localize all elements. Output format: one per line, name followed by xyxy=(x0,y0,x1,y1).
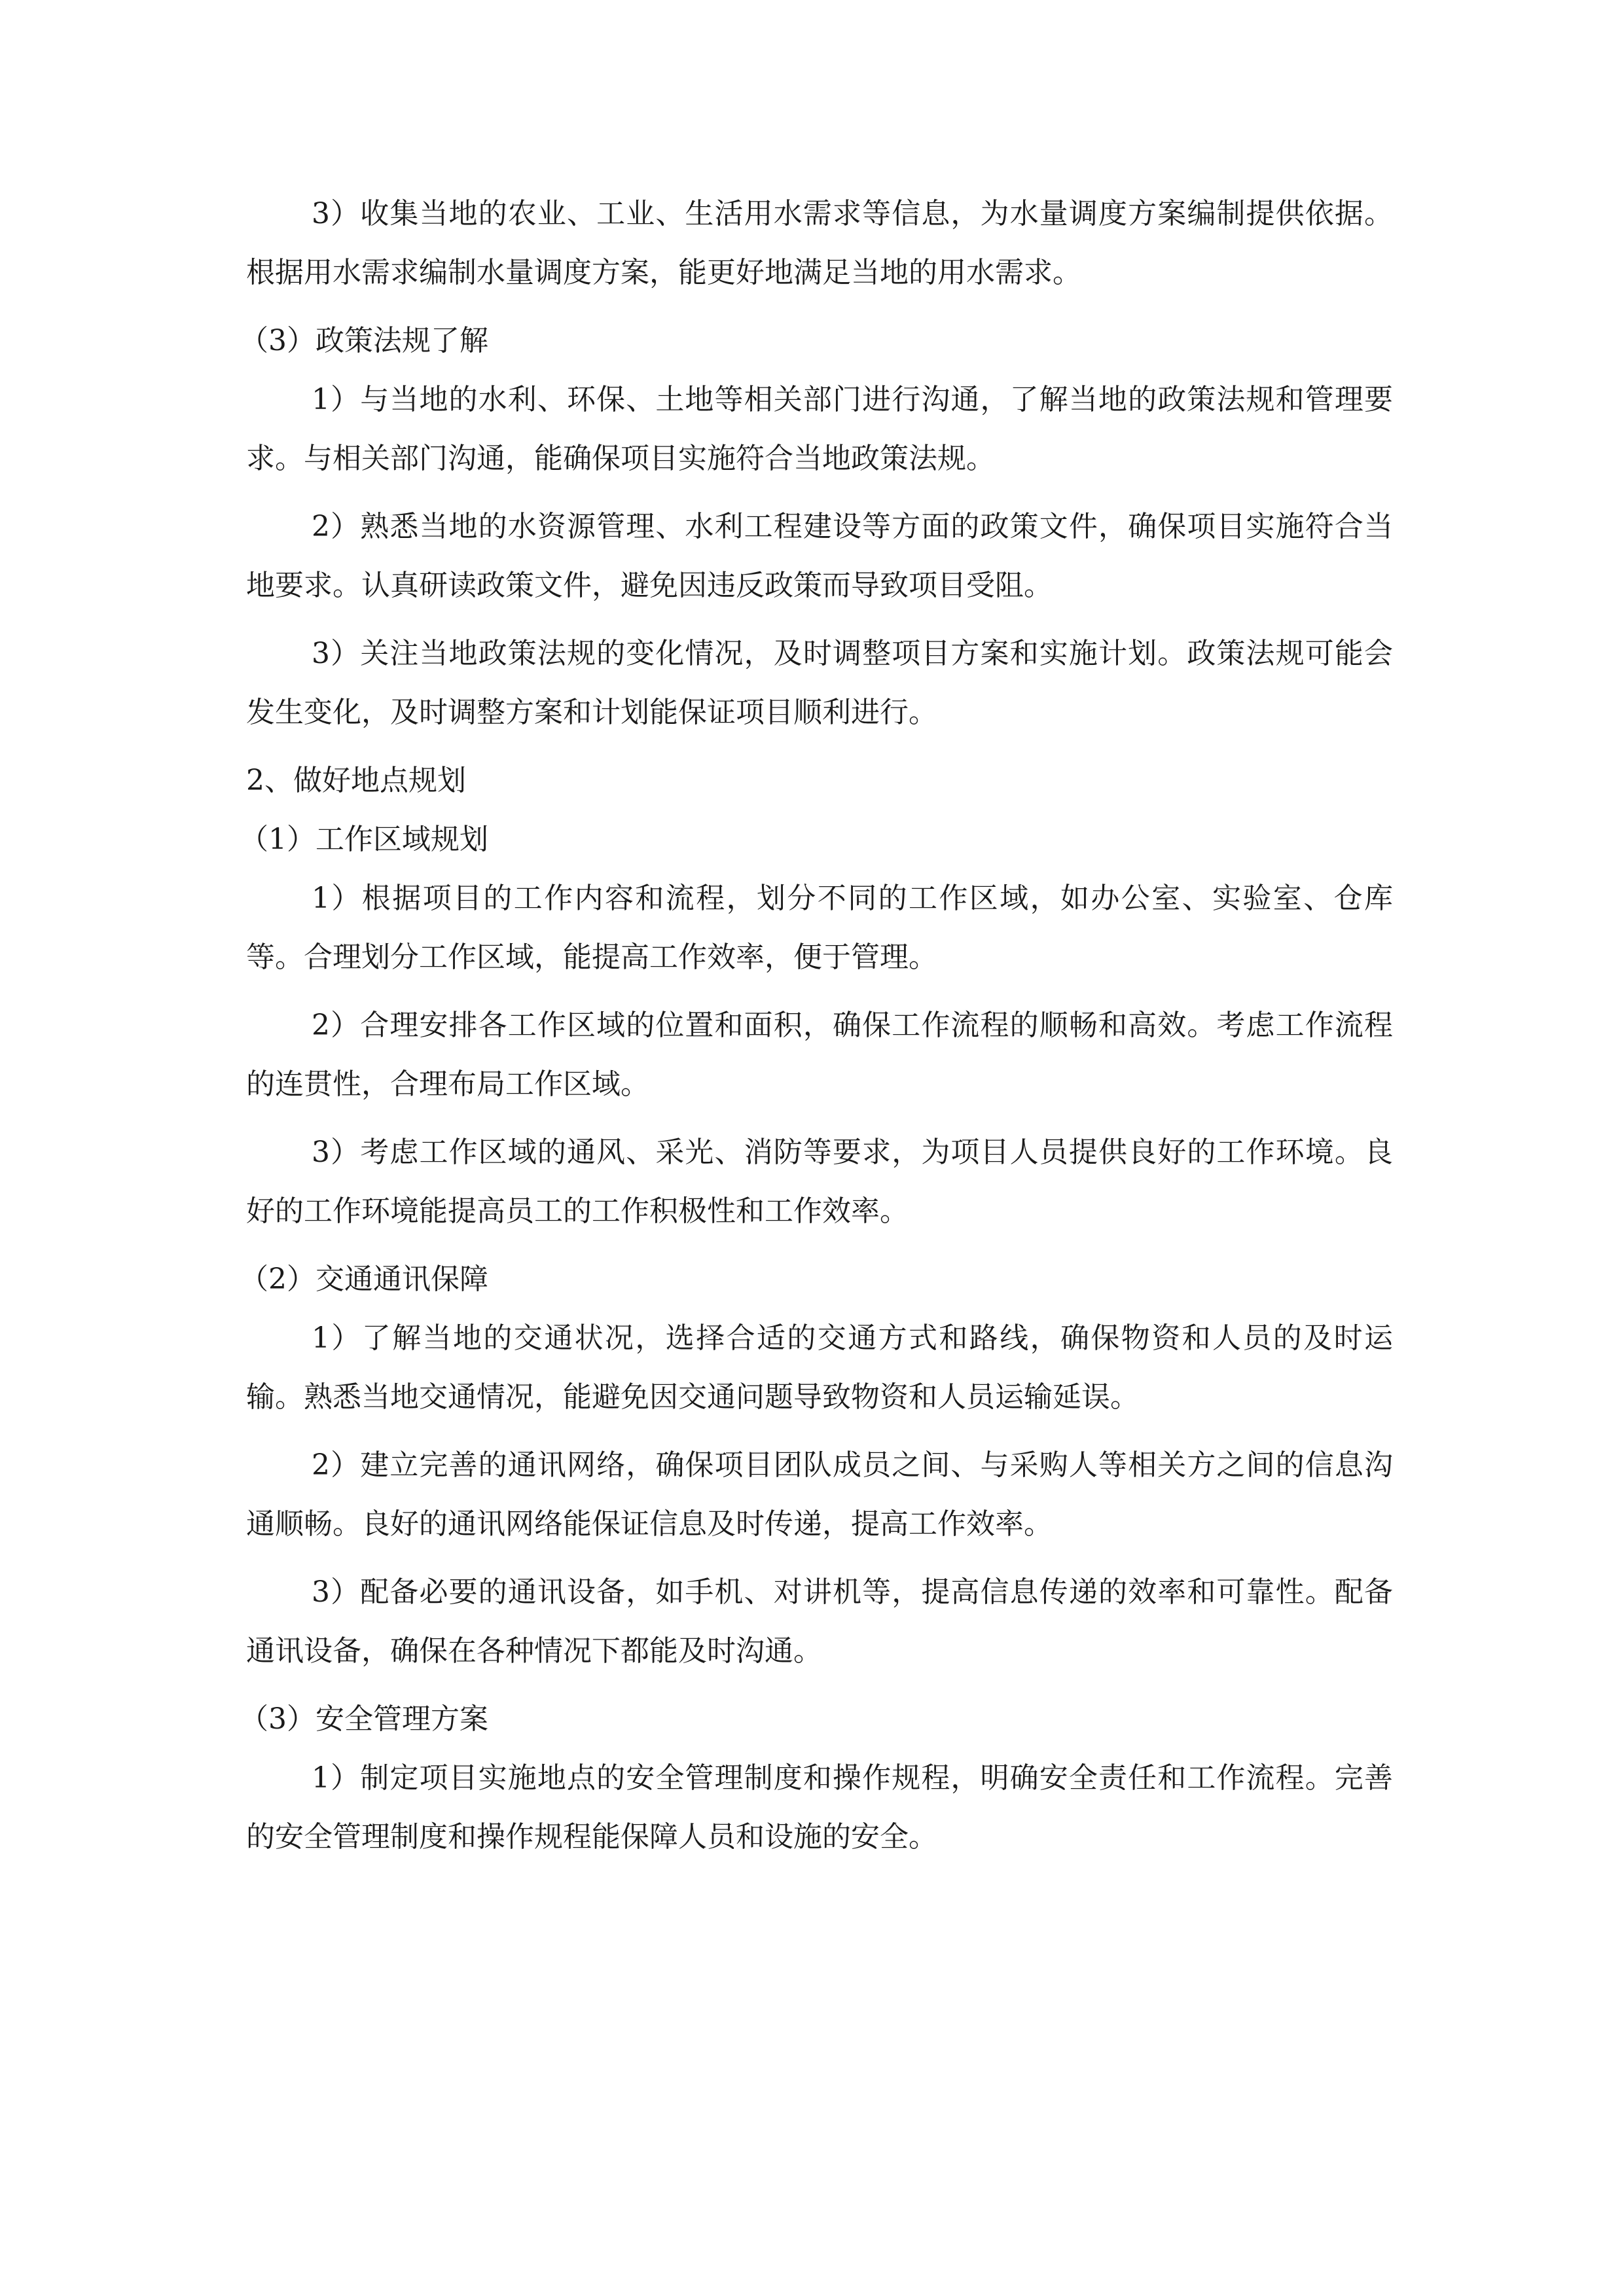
document-body xyxy=(240,185,1393,1876)
paragraph-safety-1: 1）制定项目实施地点的安全管理制度和操作规程，明确安全责任和工作流程。完善的安全管理制度和操作规程能保障人员和设施的安全。 xyxy=(246,1761,1393,1854)
paragraph-transport-1: 1）了解当地的交通状况，选择合适的交通方式和路线，确保物资和人员的及时运输。熟悉当地交通情况，能避免因交通问题导致物资和人员运输延误。 xyxy=(246,1321,1393,1414)
heading-safety-management: （3）安全管理方案 xyxy=(240,1702,488,1736)
paragraph-policy-3: 3）关注当地政策法规的变化情况，及时调整项目方案和实施计划。政策法规可能会发生变化，及时调整方案和计划能保证项目顺利进行。 xyxy=(246,637,1393,729)
paragraph-work-area-1: 1）根据项目的工作内容和流程，划分不同的工作区域，如办公室、实验室、仓库等。合理划分工作区域，能提高工作效率，便于管理。 xyxy=(246,882,1393,974)
heading-site-planning: 2、做好地点规划 xyxy=(246,764,466,797)
paragraph-policy-1: 1）与当地的水利、环保、土地等相关部门进行沟通，了解当地的政策法规和管理要求。与相关部门沟通，能确保项目实施符合当地政策法规。 xyxy=(246,383,1393,475)
paragraph-policy-2: 2）熟悉当地的水资源管理、水利工程建设等方面的政策文件，确保项目实施符合当地要求。认真研读政策文件，避免因违反政策而导致项目受阻。 xyxy=(246,510,1393,602)
heading-transport-communication: （2）交通通讯保障 xyxy=(240,1263,488,1296)
paragraph-water-demand-3: 3）收集当地的农业、工业、生活用水需求等信息，为水量调度方案编制提供依据。根据用水需求编制水量调度方案，能更好地满足当地的用水需求。 xyxy=(246,197,1393,289)
paragraph-work-area-3: 3）考虑工作区域的通风、采光、消防等要求，为项目人员提供良好的工作环境。良好的工作环境能提高员工的工作积极性和工作效率。 xyxy=(246,1136,1393,1228)
paragraph-work-area-2: 2）合理安排各工作区域的位置和面积，确保工作流程的顺畅和高效。考虑工作流程的连贯性，合理布局工作区域。 xyxy=(246,1009,1393,1101)
paragraph-transport-2: 2）建立完善的通讯网络，确保项目团队成员之间、与采购人等相关方之间的信息沟通顺畅。良好的通讯网络能保证信息及时传递，提高工作效率。 xyxy=(246,1448,1393,1541)
heading-work-area-planning: （1）工作区域规划 xyxy=(240,823,488,856)
heading-policy-regulations: （3）政策法规了解 xyxy=(240,324,488,357)
paragraph-transport-3: 3）配备必要的通讯设备，如手机、对讲机等，提高信息传递的效率和可靠性。配备通讯设备，确保在各种情况下都能及时沟通。 xyxy=(246,1575,1393,1668)
